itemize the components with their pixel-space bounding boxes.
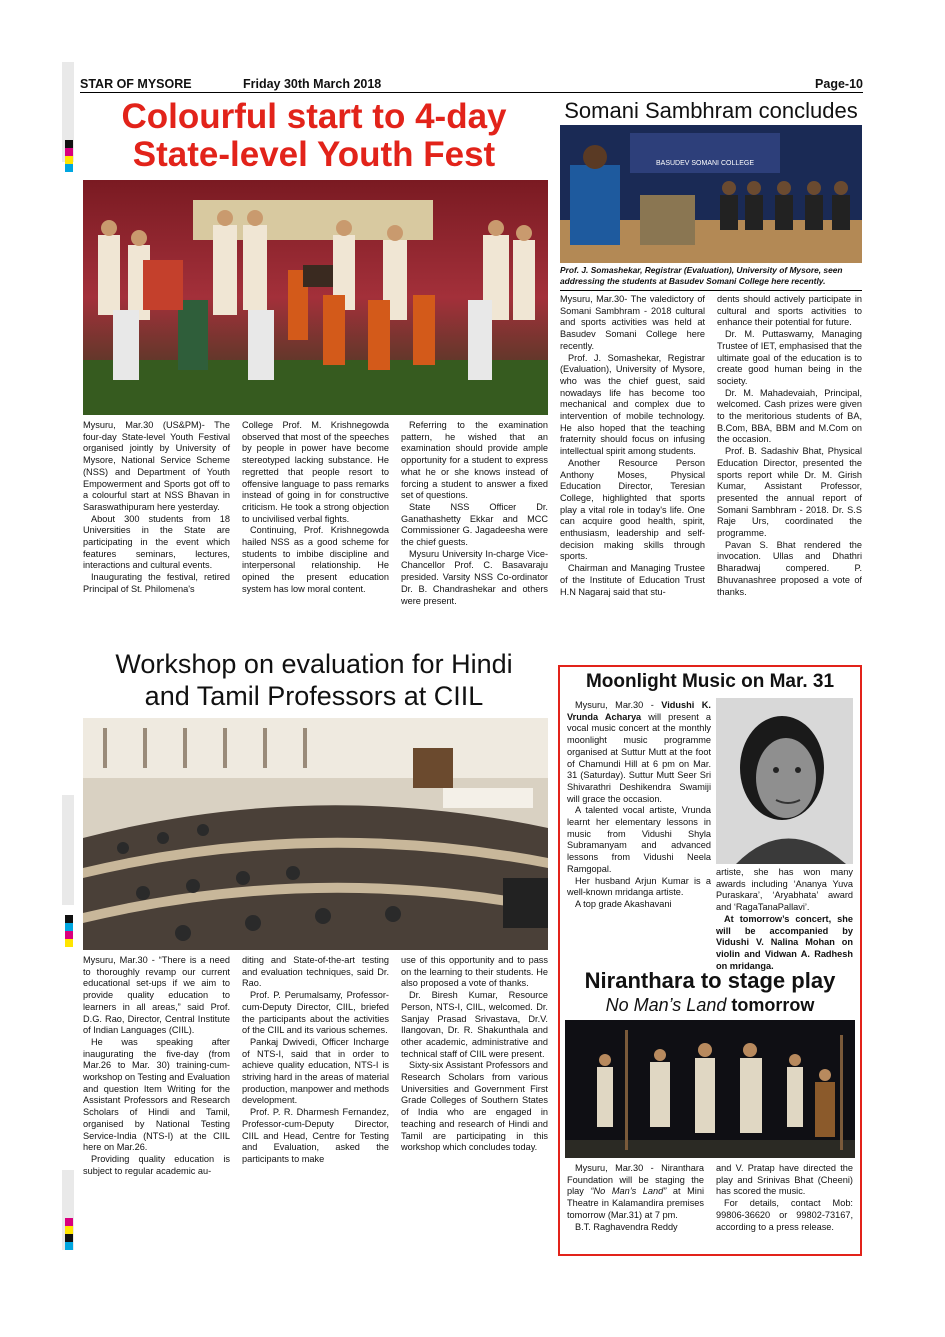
somani-photo [560,125,862,263]
youth-fest-body: Mysuru, Mar.30 (US&PM)- The four-day State-level Youth Festival organised jointly by University of Mysore, National Service Scheme (NSS) and Department of Youth Empowerment and Sports got off to a colourful start at NSS Bhavan in Saraswathipuram here yesterday. About 300 students from 18 Universities in the State are participating in the event which features seminars, lectures, interactions and cultural events. Inaugurating the festival, retired Principal of St. Philomena's College Prof. M. Krishnegowda observed that most of the speeches by people in power have become stereotyped lacking substance. He regretted that people resort to offensive language to pass remarks instead of going in for constructive criticism. He took a strong objection to uncivilised verbal fights. Continuing, Prof. Krishnegowda hailed NSS as a good scheme for students to imbibe discipline and interpersonal relationship. He opined the present education system has low moral content. Referring to the examination pattern, he wished that an examination should provide ample opportunity for a student to express what he or she knows instead of forcing a student to answer a fixed set of questions. State NSS Officer Dr. Ganathashetty Ekkar and MCC Commissioner G. Jagadeesha were the chief guests. Mysuru University In-charge Vice-Chancellor Prof. C. Basavaraju presided. Varsity NSS Co-ordinator Dr. B. Chandrashekar and others were present. [83,420,548,606]
margin-bar-mid [62,795,74,905]
somani-body: Mysuru, Mar.30- The valedictory of Somani Sambhram - 2018 cultural and sports activities was held at Basudev Somani College here recently. Prof. J. Somashekar, Registrar (Evaluation), University of Mysore, who was the chief guest, said nowadays life has become too mechanical and complex due to intervention of mobile technology. He also hoped that the teaching fraternity should focus on infusing intellectual spirit among students. Another Resource Person Anthony Moses, Physical Education Director, Teresian College, highlighted that sports play a vital role in today's life. One can acquire good health, spirit, enthusiasm, leadership and self-decision making skills through sports. Chairman and Managing Trustee of the Institute of Education Trust H.N Nagaraj said that stu- dents should actively participate in cultural and sports activities to enhance their potential for future. Dr. M. Puttaswamy, Managing Trustee of IET, emphasised that the ultimate goal of the education is to create good human being in the society. Dr. M. Mahadevaiah, Principal, welcomed. Cash prizes were given to the meritorious students of BA, B.Com, BBA, BBM and M.Com on the occasion. Prof. B. Sadashiv Bhat, Physical Education Director, presented the sports report while Dr. M. Girish Kumar, Assistant Professor, presented the annual report of Somani Sambhram - 2018. Dr. S.S Raje Urs, coordinated the programme. Pavan S. Bhat rendered the invocation. Ullas and Dhathri Bharadwaj compered. P. Bhuvanashree proposed a vote of thanks. [560,294,862,597]
paper-name: STAR OF MYSORE [80,77,192,91]
moonlight-left-text: Mysuru, Mar.30 - Vidushi K. Vrunda Acharya will present a vocal music concert at the monthly moonlight music programme organised at Suttur Mutt at the foot of Chamundi Hill at 6 pm on Mar. 31 (Saturday). Suttur Mutt Seer Sri Shivarathri Deshikendra Swamiji will grace the occasion. A talented vocal artiste, Vrunda learnt her elementary lessons in music from Vidushi Shyla Subramanyam and advanced lessons from Vidushi Neela Ramgopal. Her husband Arjun Kumar is a well-known mridanga artiste. A top grade Akashavani [567,700,711,909]
somani-headline: Somani Sambhram concludes [564,98,858,123]
niranthara-headline: Niranthara to stage play No Man’s Land tomorrow [584,968,836,1015]
cmyk-marker-top [65,140,73,172]
ciil-headline: Workshop on evaluation for Hindi and Tamil Professors at CIIL [115,649,513,711]
moonlight-right-text: artiste, she has won many awards including ‘Ananya Yuva Puraskara’, ‘Aryabhata’ award and ‘RagaTanaPallavi’. At tomorrow’s concert, she will be accompanied by Vidushi V. Nalina Mohan on violin and Vidwan A. Radhesh on mridanga. [716,867,853,971]
cmyk-marker-bottom [65,1218,73,1250]
issue-date: Friday 30th March 2018 [243,77,382,91]
masthead-rule [80,92,863,93]
somani-caption-rule [560,290,862,291]
youth-fest-photo [83,180,548,415]
moonlight-singer-photo [716,698,853,864]
moonlight-headline: Moonlight Music on Mar. 31 [585,671,835,692]
ciil-photo [83,718,548,950]
somani-caption: Prof. J. Somashekar, Registrar (Evaluation), University of Mysore, seen addressing the students at Basudev Somani College here recently. [560,265,843,286]
svg-text:BASUDEV SOMANI COLLEGE: BASUDEV SOMANI COLLEGE [655,160,755,167]
page-number: Page-10 [815,77,863,91]
niranthara-body: Mysuru, Mar.30 - Niranthara Foundation will be staging the play “No Man’s Land” at Mini Theatre in Kalamandira premises tomorrow (Mar.31) at 7 pm. B.T. Raghavendra Reddy and V. Pratap have directed the play and Srinivas Bhat (Cheeni) has scored the music. For details, contact Mob: 99806-36620 or 99802-73167, according to a press release. [567,1163,853,1232]
cmyk-marker-mid [65,915,73,947]
niranthara-play-photo [565,1020,855,1158]
youth-fest-headline: Colourful start to 4-day State-level Youth Fest [121,97,507,174]
ciil-body: Mysuru, Mar.30 - “There is a need to thoroughly revamp our current educational set-ups if we aim to provide quality education to learners in all areas,” said Prof. D.G. Rao, Director, Central Institute of Indian Languages (CIIL). He was speaking after inaugurating the five-day (from Mar.26 to Mar. 30) training-cum-workshop on Testing and Evaluation and question Item Writing for the Assistant Professors and Research Scholars of Hindi and Tamil, organised by National Testing Service-India (NTS-I) at the CIIL here on Mar.26. Providing quality education is subject to regular academic au- diting and State-of-the-art testing and evaluation techniques, said Dr. Rao. Prof. P. Perumalsamy, Professor-cum-Deputy Director, CIIL, briefed the participants about the activities of the CIIL and its various schemes. Pankaj Dwivedi, Officer Incharge of NTS-I, said that in order to achieve quality education, NTS-I is striving hard in the areas of material production, manpower and methods development. Prof. P. R. Dharmesh Fernandez, Professor-cum-Deputy Director, CIIL and Head, Centre for Testing and Evaluation, asked the participants to make use of this opportunity and to pass on the learning to their students. He also proposed a vote of thanks. Dr. Biresh Kumar, Resource Person, NTS-I, CIIL, welcomed. Dr. Sanjay Prasad Srivastava, Dr.V. Ilangovan, Dr. R. Shakunthala and other academic, administrative and technical staff of CIIL were present. Sixty-six Assistant Professors and Research Scholars from various Universities and Government First Grade Colleges of Southern States of India who are engaged in teaching and research of Hindi and Tamil are participating in this workshop which concludes today. [83,955,548,1176]
